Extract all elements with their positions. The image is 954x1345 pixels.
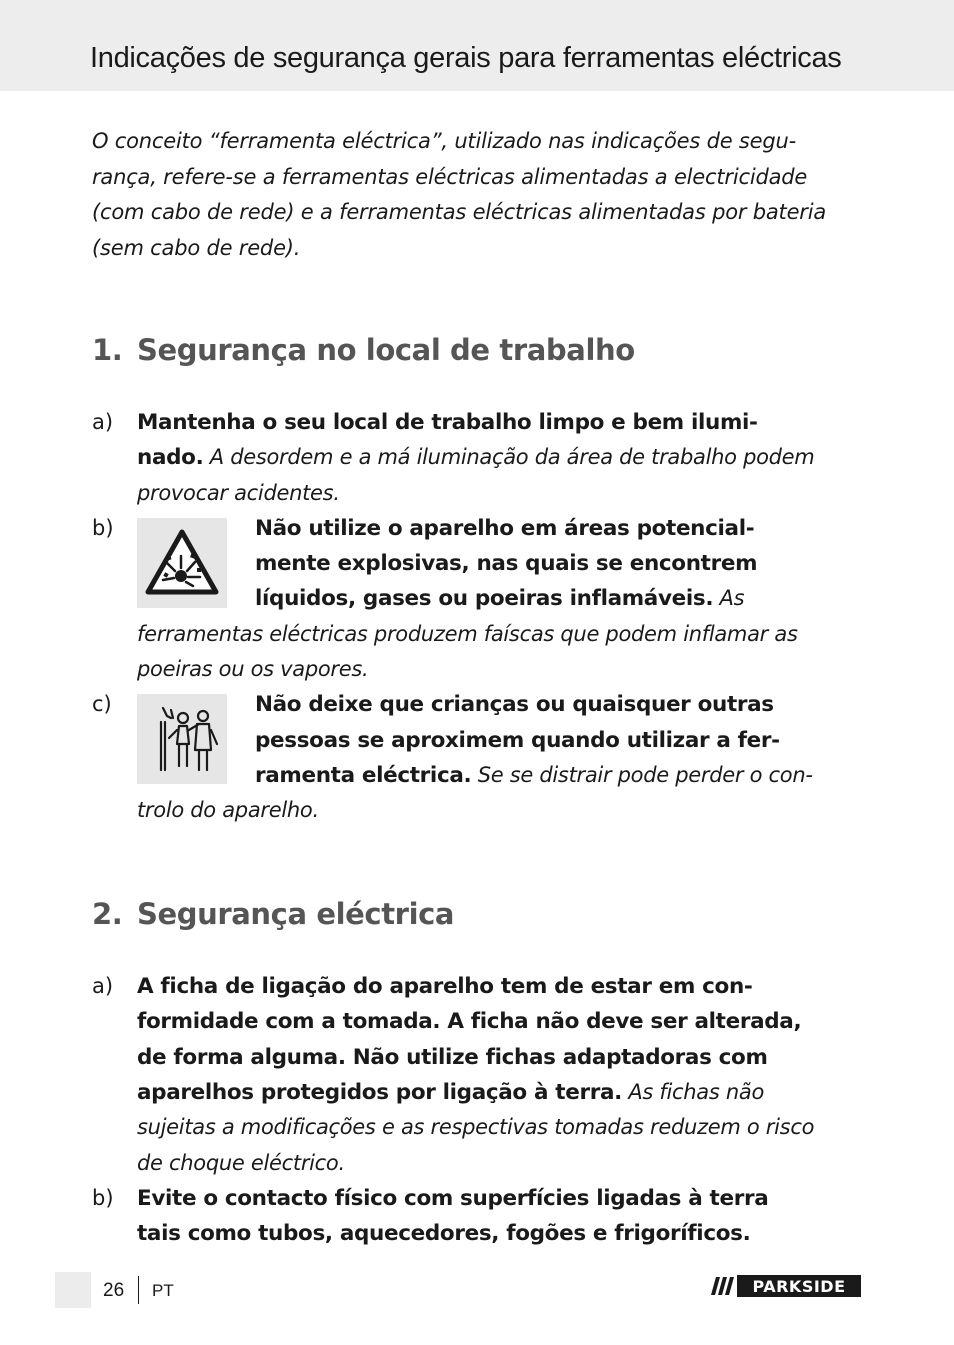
section-heading-2 [92,897,454,931]
item-text-mixed [137,440,814,475]
page-title: Indicações de segurança gerais para ferramentas eléctricas [90,42,842,74]
section-heading-1 [92,333,635,367]
item-text-italic: A desordem e a má iluminação da área de trabalho podem [203,445,815,469]
intro-line: O conceito “ferramenta eléctrica”, utilizado nas indicações de segu- [92,129,796,153]
item-text-bold: Não deixe que crianças ou quaisquer outras [255,692,774,717]
intro-line: (com cabo de rede) e a ferramentas eléctricas alimentadas por bateria [92,200,827,224]
svg-text:PARKSIDE: PARKSIDE [752,1277,846,1296]
item-letter: c) [92,692,112,716]
section-title: Segurança eléctrica [137,897,455,931]
item-text-italic: provocar acidentes. [137,481,340,505]
section-title: Segurança no local de trabalho [137,333,635,367]
item-text-bold: tais como tubos, aquecedores, fogões e frigoríficos. [137,1221,751,1246]
intro-line: rança, refere-se a ferramentas eléctricas alimentadas a electricidade [92,164,808,189]
item-letter: a) [92,974,114,998]
section-number: 1. [92,333,123,367]
item-text-bold: Não utilize o aparelho em áreas potencial- [255,516,755,541]
item-text-bold: Evite o contacto físico com superfícies ligadas à terra [137,1186,769,1211]
item-text-italic: de choque eléctrico. [137,1151,345,1175]
item-text-bold: de forma alguma. Não utilize fichas adaptadoras com [137,1045,768,1070]
item-text-italic: sujeitas a modificações e as respectivas tomadas reduzem o risco [137,1115,815,1139]
intro-line: (sem cabo de rede). [92,235,301,260]
item-text-bold: pessoas se aproximem quando utilizar a fer- [255,728,780,753]
item-text-bold: formidade com a tomada. A ficha não deve ser alterada, [137,1009,802,1034]
item-text-bold: ramenta eléctrica. [255,763,472,788]
item-text-bold: aparelhos protegidos por ligação à terra. [137,1080,622,1105]
footer-marker [55,1272,91,1308]
parkside-logo [705,1274,863,1298]
item-text-italic: ferramentas eléctricas produzem faíscas que podem inflamar as [137,622,798,646]
item-letter: b) [92,1186,114,1210]
explosive-hazard-icon [137,518,227,608]
item-text-mixed [255,581,744,616]
section-number: 2. [92,897,123,931]
item-text-mixed [137,1075,764,1110]
item-text-bold: A ficha de ligação do aparelho tem de estar em con- [137,974,753,999]
keep-children-away-icon [137,694,227,784]
item-text-italic: As fichas não [621,1080,764,1104]
language-code: PT [152,1281,174,1300]
item-text-bold: mente explosivas, nas quais se encontrem [255,551,758,576]
item-text-italic: As [713,586,745,610]
item-text-italic: trolo do aparelho. [137,798,319,822]
item-text-bold: nado. [137,445,204,470]
item-letter: a) [92,410,114,434]
item-text-bold: líquidos, gases ou poeiras inflamáveis. [255,586,714,611]
item-letter: b) [92,516,114,540]
intro-paragraph [92,124,872,266]
item-text-mixed [255,758,813,793]
item-text-bold: Mantenha o seu local de trabalho limpo e bem ilumi- [137,410,758,435]
page-number: 26 [103,1280,125,1301]
item-text-italic: poeiras ou os vapores. [137,657,369,681]
footer-divider [138,1276,139,1304]
item-text-italic: Se se distrair pode perder o con- [471,763,813,787]
